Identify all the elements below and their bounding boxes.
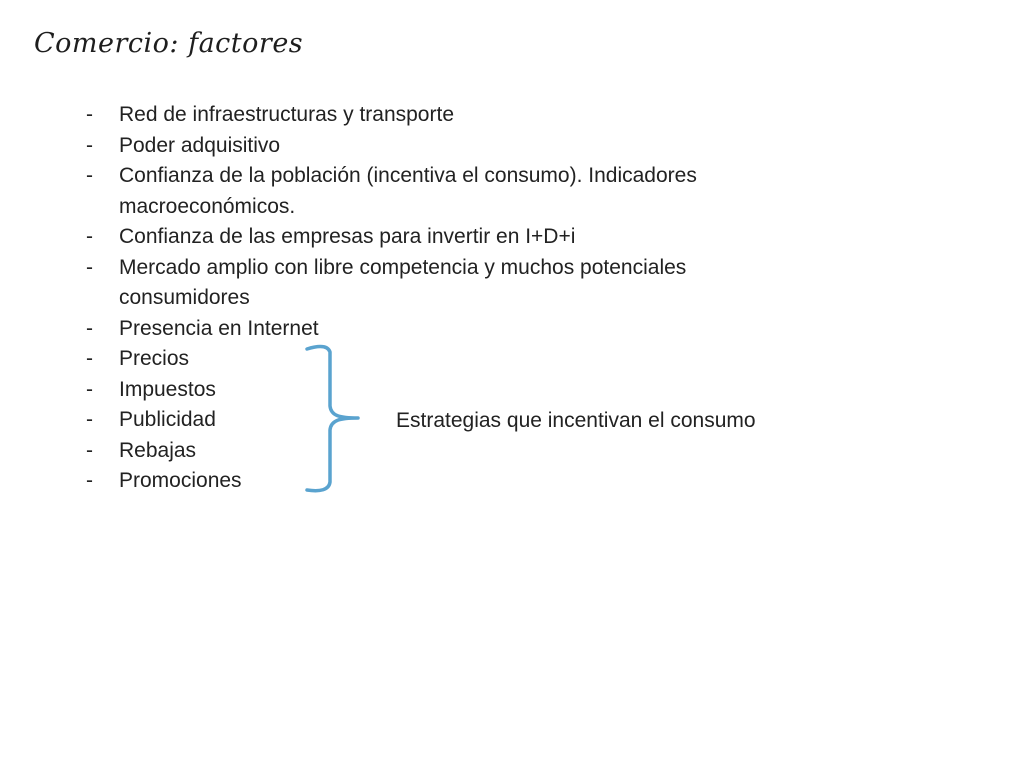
brace-stroke — [307, 347, 358, 491]
list-item-text: Publicidad — [119, 408, 216, 431]
factors-list — [86, 100, 786, 497]
bullet-dash: - — [86, 316, 93, 340]
strategies-label: Estrategias que incentivan el consumo — [396, 409, 756, 432]
list-item-text: Impuestos — [119, 377, 216, 401]
list-item-text: Poder adquisitivo — [119, 133, 281, 157]
bullet-dash: - — [86, 408, 93, 431]
bullet-dash: - — [86, 377, 93, 401]
bullet-dash: - — [86, 469, 93, 492]
list-item — [86, 131, 786, 162]
slide-title: Comercio: factores — [34, 28, 304, 59]
list-item — [86, 314, 786, 345]
list-item — [86, 100, 786, 131]
bullet-dash: - — [86, 255, 93, 279]
bullet-dash: - — [86, 164, 93, 187]
bullet-dash: - — [86, 133, 93, 157]
list-item — [86, 375, 786, 406]
list-item-text: Promociones — [119, 469, 242, 492]
list-item-text: Red de infraestructuras y transporte — [119, 103, 454, 126]
bullet-dash: - — [86, 103, 93, 126]
list-item — [86, 222, 786, 253]
list-item-text: Rebajas — [119, 438, 197, 462]
curly-brace-icon — [300, 340, 380, 500]
list-item-text: Precios — [119, 347, 190, 370]
list-item — [86, 466, 786, 497]
bullet-dash: - — [86, 347, 93, 370]
list-item — [86, 344, 786, 375]
list-item-text: Mercado amplio con libre competencia y muchos potenciales consumidores — [119, 255, 687, 309]
bullet-dash: - — [86, 225, 93, 248]
list-item — [86, 436, 786, 467]
list-item-text: Confianza de la población (incentiva el consumo). Indicadores macroeconómicos. — [119, 164, 697, 218]
list-item — [86, 253, 786, 314]
bullet-dash: - — [86, 438, 93, 462]
list-item-text: Presencia en Internet — [119, 316, 319, 340]
list-item-text: Confianza de las empresas para invertir en I+D+i — [119, 225, 576, 248]
list-item — [86, 161, 786, 222]
